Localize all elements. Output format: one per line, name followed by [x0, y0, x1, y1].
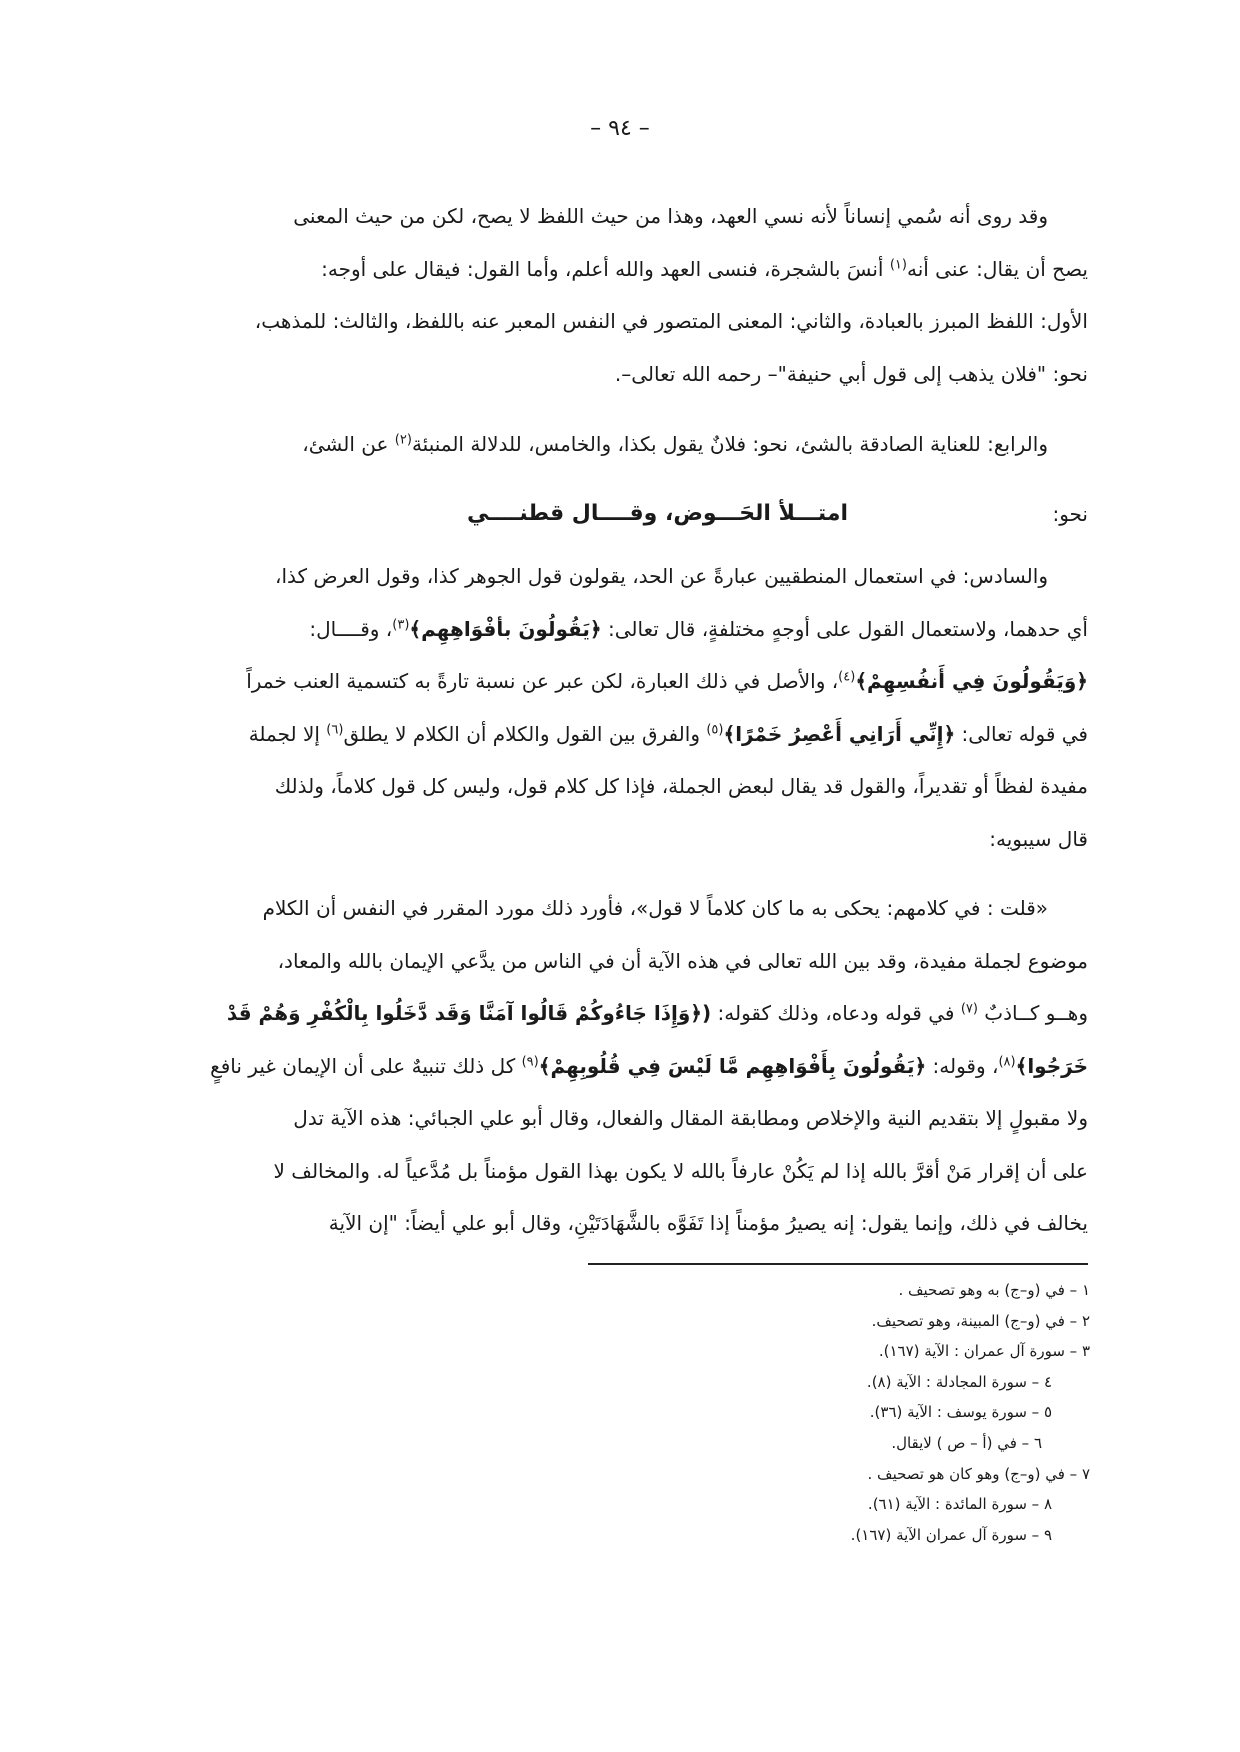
main-text-part3 [168, 882, 1088, 1250]
footnote-item: ٧ – في (و–ج) وهو كان هو تصحيف . [867, 1464, 1090, 1483]
paragraph-2-line-1 [168, 418, 1088, 471]
paragraph-4-line-6: على أن إقرار مَنْ أقرَّ بالله إذا لم يَكُنْ عارفاً بالله لا يكون بهذا القول مؤمناً بل مُدَّعياً له. والمخالف لا [273, 1158, 1088, 1183]
footnote-item: ٢ – في (و–ج) المبينة، وهو تصحيف. [871, 1311, 1090, 1330]
footnote-ref-9[interactable]: (٩) [521, 1053, 539, 1069]
paragraph-3-line-6: قال سيبويه: [989, 826, 1088, 851]
footnote-ref-6[interactable]: (٦) [326, 721, 344, 737]
verse-quote: امتـــلأ الحَـــوض، وقــــال قطنــــي [466, 501, 848, 526]
footnote-ref-1[interactable]: (١) [889, 256, 907, 272]
footnote-item: ٤ – سورة المجادلة : الآية (٨). [866, 1372, 1052, 1391]
text-run: والفرق بين القول والكلام أن الكلام لا يطلق [343, 721, 707, 746]
text-run: أنسَ بالشجرة، فنسى العهد والله أعلم، وأما القول: فيقال على أوجه: [321, 256, 890, 281]
main-text-part1 [168, 190, 1088, 471]
paragraph-1-line-3: الأول: اللفظ المبرز بالعبادة، والثاني: المعنى المتصور في النفس المعبر عنه باللفظ، والثالث: للمذهب، [254, 309, 1088, 333]
footnote-item: ٨ – سورة المائدة : الآية (٦١). [867, 1495, 1052, 1514]
text-run: أي حدهما، ولاستعمال القول على أوجهٍ مختلفةٍ، قال تعالى: [601, 616, 1088, 641]
text-run: في قوله ودعاه، وذلك كقوله: [711, 1001, 961, 1025]
text-run: والرابع: للعناية الصادقة بالشئ، نحو: فلانٌ يقول بكذا، والخامس، للدلالة المنبئة [411, 432, 1048, 456]
paragraph-3-line-5: مفيدة لفظاً أو تقديراً، والقول قد يقال لبعض الجملة، فإذا كل كلام قول، وليس كل قول كلاماً، ولذلك [274, 774, 1088, 798]
quran-quote: ﴿يَقُولُونَ بِأَفْوَاهِهِم مَّا لَيْسَ فِي قُلُوبِهِمْ﴾ [538, 1053, 927, 1078]
quran-quote: ﴿يَقُولُونَ بأفْوَاهِهِم﴾ [409, 616, 602, 641]
verse-label: نحو: [1052, 502, 1088, 526]
footnotes [600, 1275, 1090, 1550]
text-run: ، والأصل في ذلك العبارة، لكن عبر عن نسبة تارةً به كتسمية العنب خمراً [246, 669, 839, 693]
text-run: عن الشئ، [302, 432, 395, 456]
quran-quote: ﴿إِنِّي أَرَانِي أَعْصِرُ خَمْرًا﴾ [723, 721, 956, 746]
quran-quote: (﴿وَإِذَا جَاءُوكُمْ قَالُوا آمَنَّا وَقَد دَّخَلُوا بِالْكُفْرِ وَهُمْ قَدْ [226, 1001, 712, 1025]
page-number: – ٩٤ – [590, 116, 650, 141]
text-run: وهــو كــاذبٌ [977, 1001, 1088, 1025]
quran-quote: خَرَجُوا﴾ [1015, 1053, 1088, 1078]
paragraph-1-line-4: نحو: "فلان يذهب إلى قول أبي حنيفة"– رحمه الله تعالى–. [614, 361, 1088, 386]
paragraph-4-line-7: يخالف في ذلك، وإنما يقول: إنه يصيرُ مؤمناً إذا تَفَوَّه بالشَّهَادَتَيْنِ، وقال أبو علي أيضاً: "إن الآية [328, 1211, 1088, 1235]
paragraph-3-line-3 [168, 655, 1088, 708]
footnote-ref-8[interactable]: (٨) [998, 1053, 1016, 1069]
paragraph-3-line-4 [168, 708, 1088, 761]
paragraph-4-line-2: موضوع لجملة مفيدة، وقد بين الله تعالى في هذه الآية أن في الناس من يدَّعي الإيمان بالله والمعاد، [277, 948, 1088, 973]
text-run: يصح أن يقال: عنى أنه [906, 256, 1088, 281]
footnote-item: ١ – في (و–ج) به وهو تصحيف . [898, 1281, 1090, 1299]
paragraph-3-line-2 [168, 603, 1088, 656]
footnote-item: ٣ – سورة آل عمران : الآية (١٦٧). [878, 1342, 1090, 1361]
paragraph-3-line-1: والسادس: في استعمال المنطقيين عبارةً عن الحد، يقولون قول الجوهر كذا، وقول العرض كذا، [275, 564, 1048, 588]
footnote-item: ٥ – سورة يوسف : الآية (٣٦). [869, 1403, 1052, 1422]
quran-quote: ﴿وَيَقُولُونَ فِي أَنفُسِهِمْ﴾ [855, 669, 1088, 693]
footnote-item: ٩ – سورة آل عمران الآية (١٦٧). [850, 1525, 1052, 1544]
main-text-part2 [168, 550, 1088, 865]
text-run: ، وقوله: [926, 1053, 999, 1078]
text-run: كل ذلك تنبيهٌ على أن الإيمان غير نافعٍ [210, 1053, 522, 1078]
paragraph-4-line-5: ولا مقبولٍ إلا بتقديم النية والإخلاص ومطابقة المقال والفعال، وقال أبو علي الجبائي: هذه الآية تدل [293, 1106, 1088, 1130]
text-run: في قوله تعالى: [955, 721, 1088, 746]
paragraph-4-line-3 [168, 987, 1088, 1040]
text-run: ، وقــــال: [309, 616, 393, 641]
footnote-divider [588, 1263, 1088, 1265]
footnote-ref-5[interactable]: (٥) [706, 721, 724, 737]
paragraph-1-line-1: وقد روى أنه سُمي إنساناً لأنه نسي العهد، وهذا من حيث اللفظ لا يصح، لكن من حيث المعنى [293, 204, 1048, 228]
paragraph-4-line-1: «قلت : في كلامهم: يحكى به ما كان كلاماً لا قول»، فأورد ذلك مورد المقرر في النفس أن الكلام [262, 896, 1048, 920]
footnote-ref-4[interactable]: (٤) [838, 669, 856, 685]
paragraph-1-line-2 [168, 243, 1088, 296]
footnote-ref-7[interactable]: (٧) [960, 1001, 978, 1017]
footnote-ref-2[interactable]: (٢) [394, 432, 412, 448]
paragraph-4-line-4 [168, 1040, 1088, 1093]
footnote-ref-3[interactable]: (٣) [392, 616, 410, 632]
footnote-item: ٦ – في (أ – ص ) لايقال. [891, 1433, 1042, 1452]
text-run: إلا لجملة [248, 721, 327, 746]
